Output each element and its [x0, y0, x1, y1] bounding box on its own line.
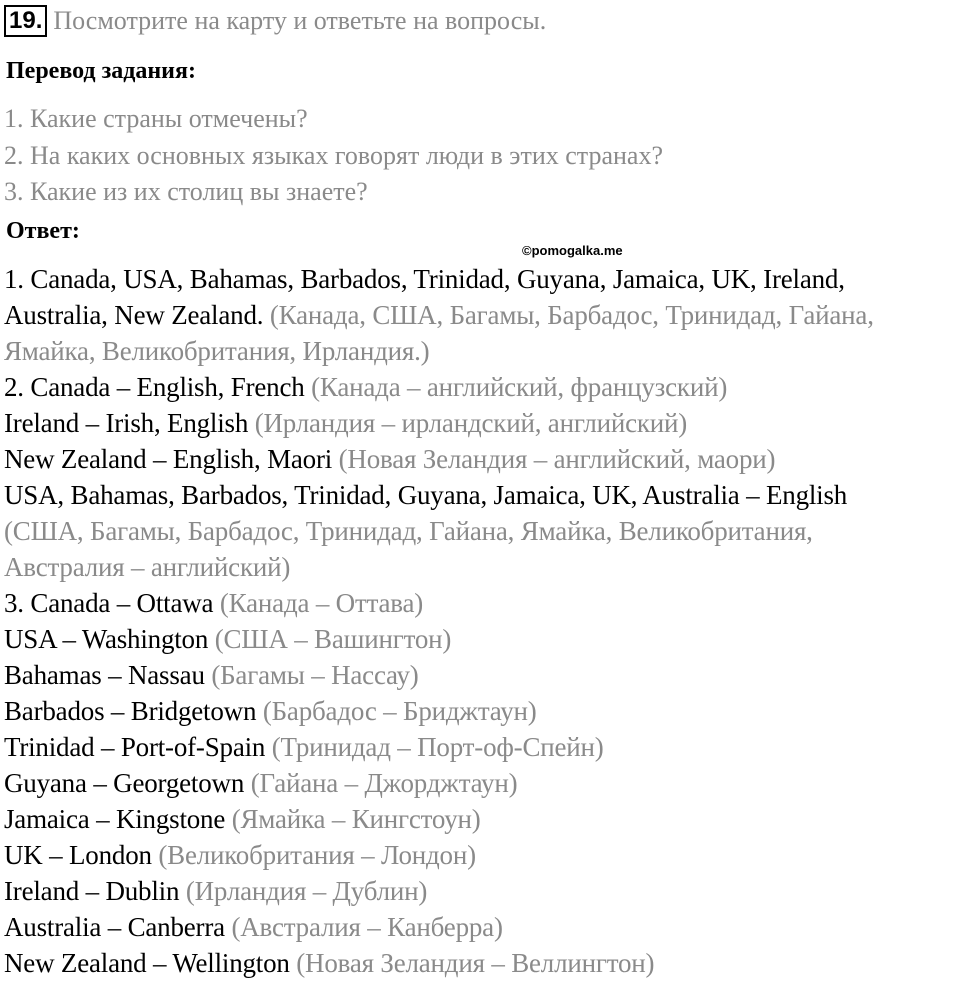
answer-line-main: 3. Canada – Ottawa [4, 588, 214, 618]
task-number-badge: 19. [4, 5, 47, 37]
answer-line [4, 300, 874, 331]
answer-line-note: (Ямайка – Кингстоун) [225, 804, 481, 834]
answer-line [4, 876, 427, 907]
answer-line-note: (Гайана – Джорджтаун) [244, 768, 518, 798]
answer-line-note: (Ирландия – Дублин) [179, 876, 428, 906]
answer-line [4, 372, 727, 403]
answer-line [4, 480, 847, 511]
answer-line-main: UK – London [4, 840, 152, 870]
task-instruction: Посмотрите на карту и ответьте на вопросы. [53, 6, 547, 35]
answer-line-main: Ireland – Irish, English [4, 408, 249, 438]
answer-line [4, 912, 503, 943]
answer-line-note: (Канада, США, Багамы, Барбадос, Тринидад, Гайана, [263, 300, 874, 330]
answer-line-main: 1. Canada, USA, Bahamas, Barbados, Trinidad, Guyana, Jamaica, UK, Ireland, [4, 264, 845, 294]
answer-line [4, 444, 775, 475]
answer-line [4, 804, 481, 835]
answer-line [4, 336, 429, 367]
answer-line [4, 516, 813, 547]
answer-line [4, 264, 845, 295]
answer-line-main: Barbados – Bridgetown [4, 696, 257, 726]
answer-line-note: (Австралия – Канберра) [224, 912, 503, 942]
answer-line-note: Ямайка, Великобритания, Ирландия.) [4, 336, 430, 366]
answer-line-main: Jamaica – Kingstone [4, 804, 226, 834]
answer-line [4, 696, 537, 727]
answer-line-main: New Zealand – English, Maori [4, 444, 333, 474]
answer-line-main: Bahamas – Nassau [4, 660, 205, 690]
answer-line [4, 660, 419, 691]
answer-line [4, 408, 687, 439]
answer-line-note: (Багамы – Нассау) [204, 660, 419, 690]
answer-line-note: (Тринидад – Порт-оф-Спейн) [265, 732, 604, 762]
answer-line [4, 948, 654, 979]
answer-line-note: (Великобритания – Лондон) [151, 840, 476, 870]
translation-heading: Перевод задания: [6, 58, 196, 84]
answer-line [4, 732, 604, 763]
answer-line [4, 552, 290, 583]
answer-line-note: Австралия – английский) [4, 552, 291, 582]
answer-line [4, 588, 423, 619]
answer-line [4, 768, 517, 799]
question-3: 3. Какие из их столиц вы знаете? [4, 177, 368, 206]
watermark: ©pomogalka.me [522, 243, 623, 258]
answer-line-note: (Барбадос – Бриджтаун) [256, 696, 537, 726]
answer-line-main: USA, Bahamas, Barbados, Trinidad, Guyana, Jamaica, UK, Australia – English [4, 480, 848, 510]
answer-line-note: (Ирландия – ирландский, английский) [248, 408, 688, 438]
answer-line-note: (США – Вашингтон) [208, 624, 452, 654]
answer-heading: Ответ: [6, 218, 80, 244]
answer-line-note: (Новая Зеландия – Веллингтон) [289, 948, 655, 978]
answer-line-note: (США, Багамы, Барбадос, Тринидад, Гайана, Ямайка, Великобритания, [4, 516, 813, 546]
answer-line-main: New Zealand – Wellington [4, 948, 290, 978]
answer-line [4, 624, 451, 655]
question-2: 2. На каких основных языках говорят люди в этих странах? [4, 141, 664, 170]
answer-line-main: Ireland – Dublin [4, 876, 180, 906]
answer-line-main: Guyana – Georgetown [4, 768, 245, 798]
answer-line-note: (Канада – английский, французский) [304, 372, 728, 402]
answer-line-note: (Канада – Оттава) [213, 588, 424, 618]
answer-line-main: USA – Washington [4, 624, 209, 654]
answer-line-main: Australia – Canberra [4, 912, 225, 942]
answer-line-main: 2. Canada – English, French [4, 372, 305, 402]
answer-line [4, 840, 476, 871]
question-1: 1. Какие страны отмечены? [4, 104, 308, 133]
answer-line-main: Trinidad – Port-of-Spain [4, 732, 266, 762]
task-header [4, 4, 546, 38]
answer-line-main: Australia, New Zealand. [4, 300, 264, 330]
answer-line-note: (Новая Зеландия – английский, маори) [332, 444, 776, 474]
